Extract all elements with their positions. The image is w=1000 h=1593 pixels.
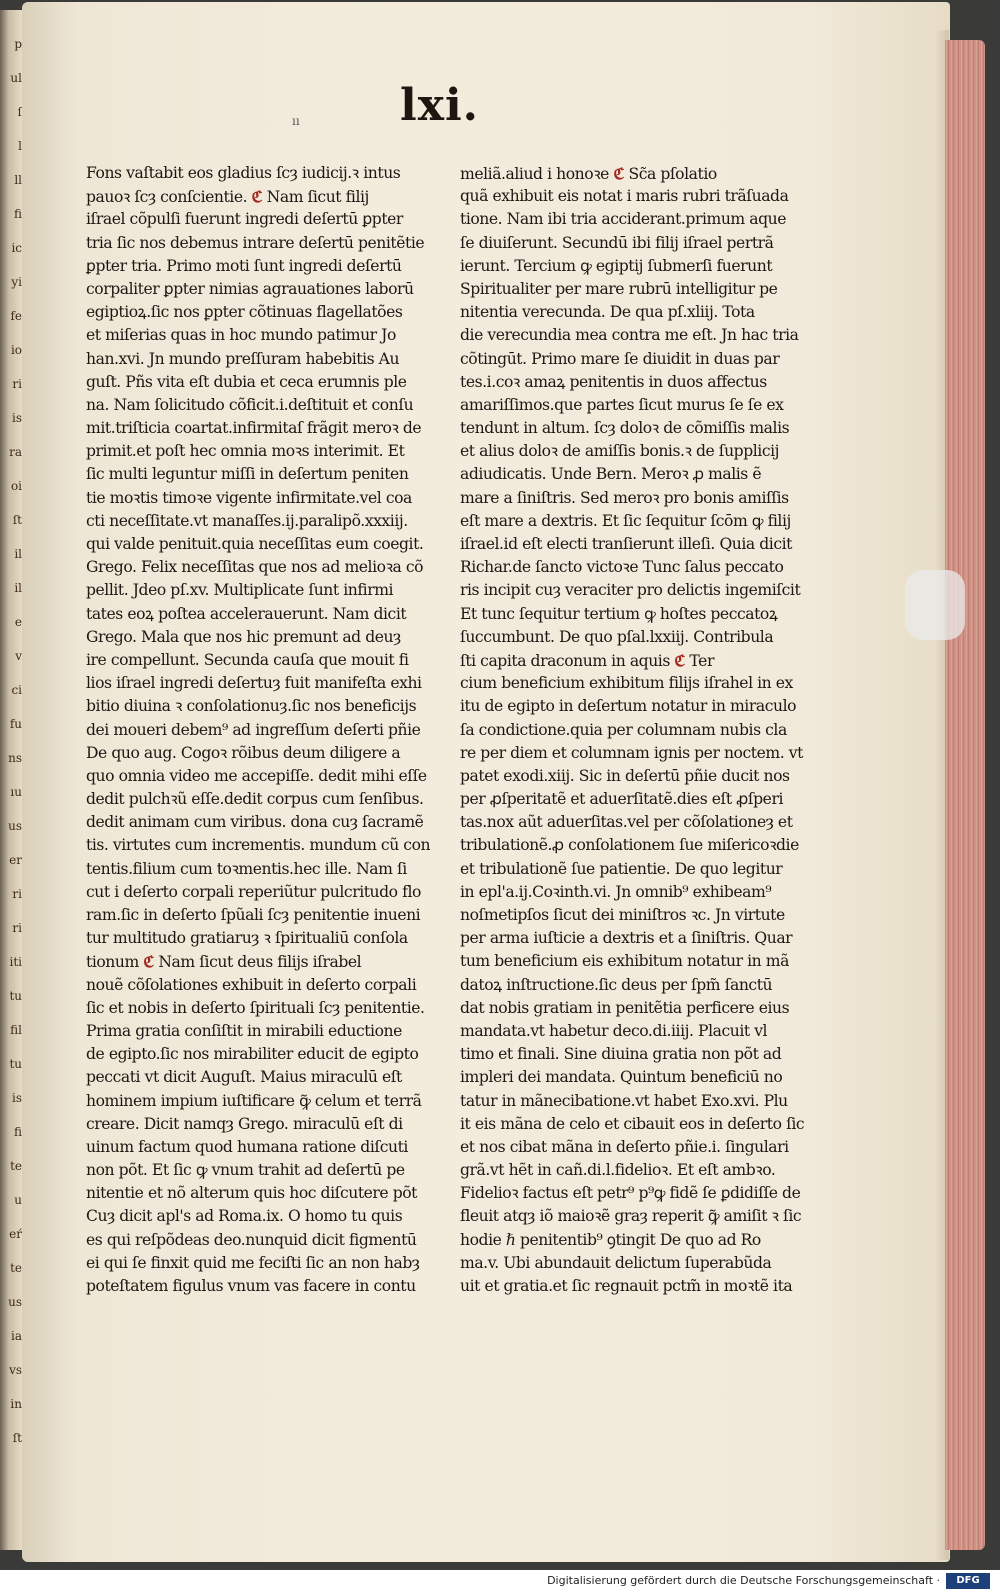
left-column-line: ꝑpter tria. Primo moti ſunt ingredi deſertū (86, 256, 402, 275)
right-column-line: uit et gratia.et ſic regnauit pctm̃ in moꝛtẽ ita (460, 1277, 793, 1295)
margin-fragment: p (14, 37, 22, 51)
margin-fragment: vs (9, 1363, 22, 1377)
margin-fragment: io (10, 343, 22, 357)
right-column-line: it eis mãna de celo et cibauit eos in deſerto ſic (460, 1114, 805, 1133)
margin-fragment: ic (11, 241, 22, 255)
right-column-line: tum beneficium eis exhibitum notatur in mã (460, 952, 789, 971)
margin-fragment: us (8, 1295, 22, 1309)
previous-page-edge (0, 10, 22, 1550)
left-column-line: Grego. Felix neceſſitas que nos ad melioꝛa cõ (86, 558, 424, 577)
right-column-line: Richar.de ſancto victoꝛe Tunc ſalus peccato (460, 558, 784, 577)
page-mark: ıı (292, 114, 300, 128)
paragraph-mark-icon: ℭ (674, 650, 685, 670)
margin-fragment: is (12, 1091, 22, 1105)
right-column-line: Et tunc ſequitur tertium ꝙ hoſtes peccatoꝝ (460, 604, 778, 623)
right-column-line: amariſſimos.que partes ſicut murus ſe ſe ex (460, 395, 784, 414)
margin-fragment: eŕ (9, 1227, 22, 1241)
red-fore-edge (945, 40, 985, 1550)
margin-fragment: ri (12, 377, 22, 391)
left-column-line: dei moueri debem⁹ ad ingreſſum deſerti pñie (86, 720, 421, 739)
left-column-line: peccati vt dicit Auguſt. Maius miraculū eſt (86, 1068, 402, 1087)
margin-fragment: fil (10, 1023, 22, 1037)
margin-fragment: ra (9, 445, 22, 459)
right-column-line: noſmetipſos ſicut dei miniſtros ꝛc. Jn virtute (460, 906, 785, 924)
right-column-line: ſuccumbunt. De quo pſal.lxxiij. Contribula (460, 627, 774, 646)
right-column-line: tes.i.coꝛ amaꝝ penitentis in duos affectus (460, 372, 767, 391)
margin-fragment: ia (11, 1329, 22, 1343)
funding-credit: Digitalisierung gefördert durch die Deutsche Forschungsgemeinschaft · (547, 1574, 940, 1587)
right-column-line: et alius doloꝛ de amiſſis bonis.ꝛ de ſupplicij (460, 442, 780, 461)
left-column-line: ſic multi leguntur miſſi in deſertum peniten (86, 465, 409, 484)
left-column-line: tur multitudo gratiaruȝ ꝛ ſpiritualiū conſola (86, 929, 408, 948)
right-column-line: die verecundia mea contra me eſt. Jn hac tria (460, 326, 799, 345)
margin-fragment: tu (9, 989, 22, 1003)
left-column-line: quo omnia video me accepiſſe. dedit mihi eſſe (86, 766, 427, 785)
right-column-line: tribulationẽ.ꝓ conſolationem ſue miſericoꝛdie (460, 836, 799, 855)
left-column-line: tates eoꝝ poſtea accelerauerunt. Nam dicit (86, 604, 407, 623)
margin-fragment: ll (14, 173, 22, 187)
right-column-line: Fidelioꝛ factus eſt petr⁹ p⁹ꝙ fidẽ ſe ꝑdidiſſe de (460, 1184, 801, 1203)
left-column-line: hominem impium iuſtificare ꝙ̃ celum et terrã (86, 1091, 422, 1110)
left-column-line: De quo aug. Cogoꝛ rõibus deum diligere a (86, 743, 401, 762)
right-column-line: ſa condictione.quia per columnam nubis cla (460, 720, 787, 739)
left-column-line: han.xvi. Jn mundo preſſuram habebitis Au (86, 349, 400, 368)
left-column-line: bitio diuina ꝛ conſolationuȝ.ſic nos beneficijs (86, 697, 417, 716)
right-column-line: tendunt in altum. ſcȝ doloꝛ de cõmiſſis malis (460, 419, 790, 438)
left-column-line: lios iſrael ingredi deſertuȝ fuit manifeſta exhi (86, 674, 422, 693)
right-column-line: cõtingūt. Primo mare ſe diuidit in duas par (460, 349, 780, 368)
left-column-line: primit.et poſt hec omnia moꝛs interimit. Et (86, 442, 405, 461)
right-column-line: re per diem et columnam ignis per noctem. vt (460, 743, 803, 762)
left-column-line: et miſerias quas in hoc mundo patimur Jo (86, 326, 396, 345)
left-column-line: pellit. Jdeo pſ.xv. Multiplicate ſunt infirmi (86, 581, 394, 600)
right-column-line: eſt mare a dextris. Et ſic ſequitur ſcōm ꝙ filij (460, 511, 791, 530)
right-column-line: ierunt. Tercium ꝙ egiptij ſubmerſi fuerunt (460, 256, 773, 275)
left-column-line: non põt. Et ſic ꝙ vnum trahit ad deſertū pe (86, 1161, 405, 1180)
left-column-line: uinum factum quod humana ratione diſcuti (86, 1137, 408, 1156)
margin-fragment: e (14, 615, 22, 629)
left-column-line: tria ſic nos debemus intrare deſertū penitẽtie (86, 233, 425, 252)
margin-fragment: v (15, 649, 22, 663)
left-column-line: cut i deſerto corpali reperiũtur pulcritudo flo (86, 882, 421, 901)
paragraph-mark-icon: ℭ (613, 164, 624, 183)
margin-fragment: iti (9, 955, 22, 969)
margin-fragment: il (14, 581, 22, 595)
left-column-line: creare. Dicit namqȝ Grego. miraculū eſt di (86, 1114, 403, 1133)
right-column-line: tas.nox aũt aduerſitas.vel per cõſolationeȝ et (460, 813, 793, 832)
margin-fragment: fe (10, 309, 22, 323)
margin-fragment: te (10, 1261, 22, 1275)
right-column-line: nitentia verecunda. De qua pſ.xliij. Tota (460, 303, 755, 322)
margin-fragment: ſ (17, 105, 22, 119)
right-column-line: mare a ſiniſtris. Sed meroꝛ pro bonis amiſſis (460, 488, 789, 507)
right-column-line: ris incipit cuȝ veraciter pro delictis ingemiſcit (460, 581, 801, 600)
left-column-line: corpaliter ꝑpter nimias agrauationes laborū (86, 279, 414, 298)
left-column-line: nitentie et nõ alterum quis hoc diſcutere põt (86, 1184, 417, 1203)
right-column-line: per ꝓſperitatẽ et aduerſitatẽ.dies eſt ꝓſperi (460, 790, 783, 809)
left-column-line: iſrael cõpulſi fuerunt ingredi deſertū ꝑpter (86, 210, 403, 229)
folio-number: lxi. (400, 80, 479, 131)
right-column-line: patet exodi.xiij. Sic in deſertū pñie ducit nos (460, 766, 790, 785)
margin-fragment: il (14, 547, 22, 561)
left-column-line: na. Nam ſolicitudo cõficit.i.deſtituit et conſu (86, 395, 414, 414)
margin-fragment: ſt (12, 1431, 22, 1445)
margin-fragment: ri (12, 921, 22, 935)
right-column-line: tatur in mãnecibatione.vt habet Exo.xvi. Plu (460, 1091, 788, 1110)
left-column-line: Fons vaſtabit eos gladius ſcȝ iudicij.ꝛ intus (86, 164, 401, 182)
right-column-line: iſrael.id eſt electi tranſierunt illeſi. Quia dicit (460, 535, 792, 553)
right-column-line: cium beneficium exhibitum filijs iſrahel in ex (460, 674, 793, 693)
left-column-line: Cuȝ dicit apl's ad Roma.ix. O homo tu quis (86, 1207, 403, 1226)
left-column-line: egiptioꝝ.ſic nos ꝑpter cõtinuas flagellatões (86, 303, 403, 322)
left-column-line: ei qui ſe finxit quid me feciſti ſic an non habȝ (86, 1253, 420, 1272)
margin-fragment: yi (11, 275, 22, 289)
right-column-line: grã.vt hẽt in cañ.di.l.fidelioꝛ. Et eſt ambꝛo. (460, 1161, 776, 1180)
margin-fragment: fu (9, 717, 22, 731)
left-column-line: ram.ſic in deſerto ſpũali ſcȝ penitentie inueni (86, 906, 421, 924)
margin-fragment: ul (10, 71, 22, 85)
margin-fragment: fi (13, 1125, 22, 1139)
margin-fragment: fi (13, 207, 22, 221)
left-column-line: Prima gratia conſiſtit in mirabili eductione (86, 1021, 402, 1040)
footer-bar (0, 1570, 1000, 1593)
left-column-line: nouẽ cõſolationes exhibuit in deſerto corpali (86, 975, 417, 994)
right-text-column (460, 162, 816, 1298)
right-column-line: ſe diuiſerunt. Secundū ibi filij iſrael pertrã (460, 233, 774, 252)
margin-fragment: l (18, 139, 22, 153)
right-column-line: in epl'a.ij.Coꝛinth.vi. Jn omnib⁹ exhibeam⁹ (460, 882, 772, 901)
margin-fragment: us (8, 819, 22, 833)
right-column-line: fleuit atqȝ iõ maioꝛẽ graȝ reperit ꝙ̃ amiſit ꝛ ſic (460, 1207, 802, 1226)
right-column-line: et tribulationẽ ſue patientie. De quo legitur (460, 859, 783, 878)
page-marker-tab (905, 570, 965, 640)
left-column-line: dedit pulchꝛũ eſſe.dedit corpus cum ſenſibus. (86, 790, 424, 809)
margin-fragment: u (14, 1193, 22, 1207)
left-column-line: pauoꝛ ſcȝ conſcientie. ℭ Nam ſicut filij (86, 187, 369, 207)
left-column-line: tionum ℭ Nam ſicut deus filijs iſrabel (86, 952, 362, 972)
right-column-line: et nos cibat mãna in deſerto pñie.i. ſingulari (460, 1137, 789, 1156)
margin-fragment: ci (11, 683, 22, 697)
right-column-line: tione. Nam ibi tria acciderant.primum aque (460, 210, 787, 229)
right-column-line: timo et finali. Sine diuina gratia non põt ad (460, 1045, 782, 1064)
left-column-line: guſt. Pñs vita eſt dubia et ceca erumnis ple (86, 372, 407, 391)
book-page (22, 2, 950, 1562)
margin-fragment: er (9, 853, 22, 867)
paragraph-mark-icon: ℭ (251, 187, 263, 207)
left-column-line: Grego. Mala que nos hic premunt ad deuȝ (86, 627, 401, 646)
left-text-column (86, 162, 434, 1298)
margin-fragment: oi (10, 479, 22, 493)
right-column-line: ſti capita draconum in aquis ℭ Ter (460, 650, 714, 670)
right-column-line: quã exhibuit eis notat i maris rubri trãſuada (460, 187, 789, 206)
margin-fragment: te (10, 1159, 22, 1173)
right-column-line: per arma iuſticie a dextris et a ſiniſtris. Quar (460, 929, 793, 948)
right-column-line: mandata.vt habetur deco.di.iiij. Placuit vl (460, 1021, 768, 1040)
right-column-line: adiudicatis. Unde Bern. Meroꝛ ꝓ malis ẽ (460, 465, 762, 484)
right-column-line: datoꝝ inſtructione.ſic deus per ſpm̃ ſanctū (460, 975, 773, 994)
right-column-line: ma.v. Ubi abundauit delictum ſuperabũda (460, 1253, 772, 1272)
left-column-line: ſic et nobis in deſerto ſpirituali ſcȝ penitentie. (86, 998, 425, 1017)
left-column-line: tis. virtutes cum incrementis. mundum cũ con (86, 836, 431, 855)
left-column-line: tie moꝛtis timoꝛe vigente infirmitate.vel coa (86, 488, 412, 507)
left-column-line: qui valde penituit.quia neceſſitas eum coegit. (86, 535, 424, 553)
paragraph-mark-icon: ℭ (143, 952, 154, 972)
margin-fragment: ri (12, 887, 22, 901)
right-column-line: dat nobis gratiam in penitẽtia perficere eius (460, 998, 790, 1017)
margin-fragment: is (12, 411, 22, 425)
left-column-line: ire compellunt. Secunda cauſa que mouit fi (86, 650, 409, 669)
margin-fragment: tu (9, 1057, 22, 1071)
left-column-line: poteſtatem figulus vnum vas facere in contu (86, 1277, 416, 1295)
margin-fragment: ıu (10, 785, 22, 799)
left-column-line: cti neceſſitate.vt manaſſes.ij.paralipõ.xxxiij. (86, 511, 408, 530)
right-column-line: Spiritualiter per mare rubrū intelligitur pe (460, 279, 778, 298)
margin-fragment: ns (8, 751, 22, 765)
margin-fragment: ſt (12, 513, 22, 527)
left-column-line: dedit animam cum viribus. dona cuȝ ſacramẽ (86, 813, 424, 832)
right-column-line: meliã.aliud i honoꝛe ℭ Sc̃a pſolatio (460, 164, 717, 183)
left-column-line: mit.triſticia coartat.infirmitaſ frãgit meroꝛ de (86, 419, 422, 438)
left-column-line: es qui reſpõdeas deo.nunquid dicit figmentū (86, 1230, 417, 1249)
margin-fragment: in (10, 1397, 22, 1411)
right-column-line: impleri dei mandata. Quintum beneficiū no (460, 1068, 783, 1087)
left-column-line: tentis.filium cum toꝛmentis.hec ille. Nam ſi (86, 859, 407, 878)
right-column-line: hodie ℏ penitentib⁹ ꝯtingit De quo ad Ro (460, 1230, 761, 1249)
right-column-line: itu de egipto in deſertum notatur in miraculo (460, 697, 797, 716)
previous-page-text-fragments (0, 30, 24, 1550)
dfg-logo: DFG (946, 1573, 990, 1589)
left-column-line: de egipto.ſic nos mirabiliter educit de egipto (86, 1045, 419, 1064)
